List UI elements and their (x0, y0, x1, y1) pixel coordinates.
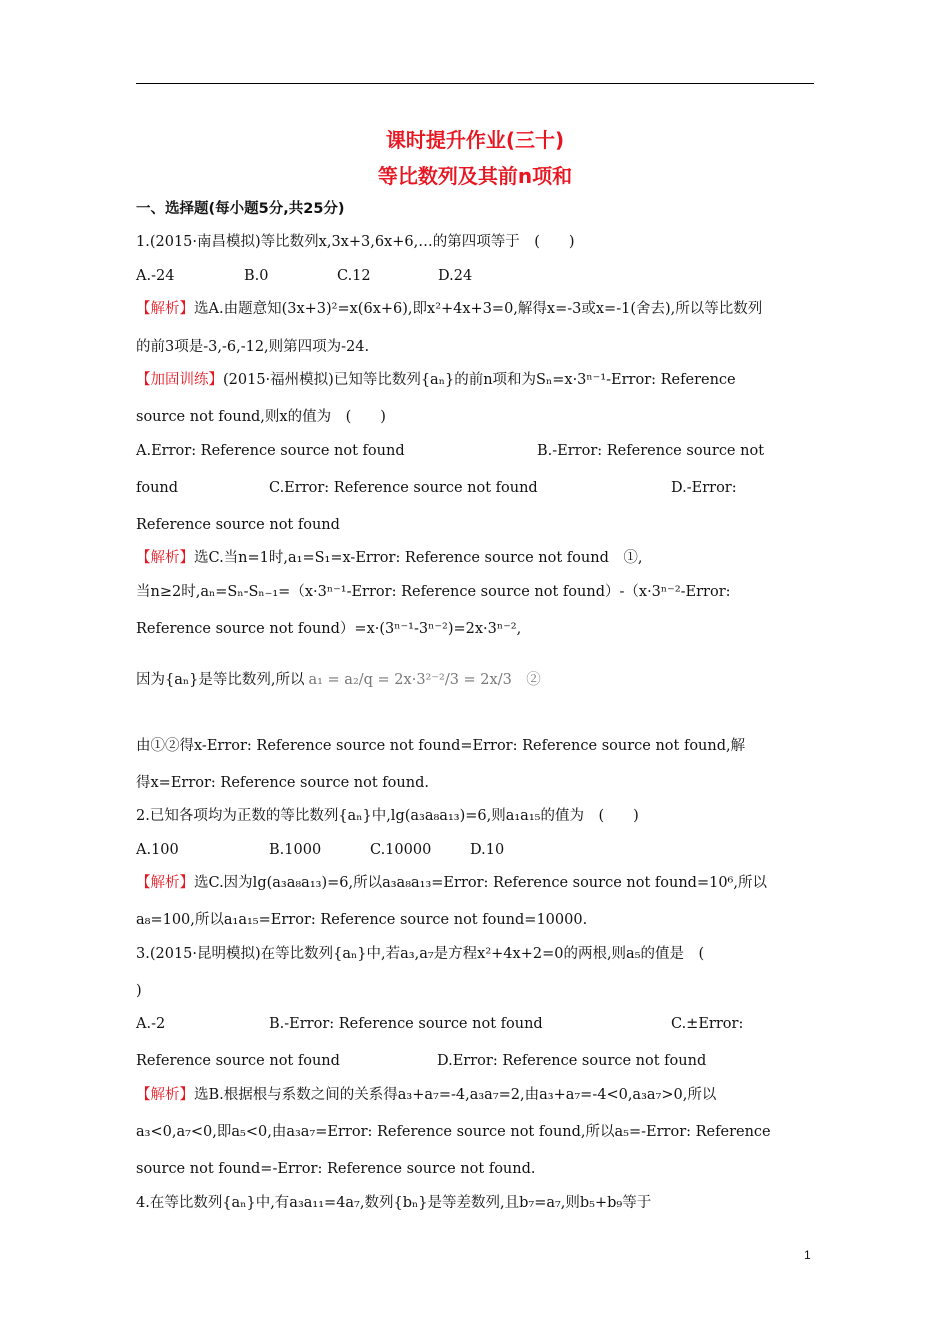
reinforce-line2: source not found,则x的值为 ( ) (136, 409, 386, 425)
ratio-formula: a₁ = a₂/q = 2x·3²⁻²/3 = 2x/3 ② (308, 672, 541, 688)
q1-option-b: B.0 (244, 268, 269, 284)
reinforce-options-row2 (136, 478, 814, 498)
reinforce-analysis-line1 (136, 548, 814, 568)
q3-analysis-line2: a₃<0,a₇<0,即a₅<0,由a₃a₇=Error: Reference source not found,所以a₅=-Error: Reference (136, 1124, 771, 1140)
q3-stem-cont: ) (136, 983, 142, 999)
q2-analysis-line2: a₈=100,所以a₁a₁₅=Error: Reference source not found=10000. (136, 912, 588, 928)
q4-stem: 4.在等比数列{aₙ}中,有a₃a₁₁=4a₇,数列{bₙ}是等差数列,且b₇=a₇,则b₅+b₉等于 (136, 1195, 652, 1211)
reinforce-option-d: D.-Error: (671, 480, 737, 496)
reinforce-line1 (136, 370, 814, 390)
q3-options-row1 (136, 1014, 814, 1034)
reinforce-analysis-line6: 得x=Error: Reference source not found. (136, 775, 429, 791)
q2-analysis-label: 【解析】 (136, 875, 194, 891)
q3-analysis-text1: 选B.根据根与系数之间的关系得a₃+a₇=-4,a₃a₇=2,由a₃+a₇=-4<0,a₃a₇>0,所以 (194, 1087, 717, 1103)
q1-options (136, 266, 814, 286)
reinforce-label: 【加固训练】 (136, 372, 223, 388)
q1-analysis-line1 (136, 299, 814, 319)
title-sub: 等比数列及其前n项和 (377, 164, 573, 188)
q2-option-b: B.1000 (269, 842, 322, 858)
reinforce-analysis-line3: Reference source not found）=x·(3ⁿ⁻¹-3ⁿ⁻²)=2x·3ⁿ⁻², (136, 621, 522, 637)
q2-option-a: A.100 (136, 842, 179, 858)
q1-analysis-text1: 选A.由题意知(3x+3)²=x(6x+6),即x²+4x+3=0,解得x=-3或x=-1(舍去),所以等比数列 (194, 301, 763, 317)
q3-option-c-cont: Reference source not found (136, 1053, 340, 1069)
q2-options (136, 840, 814, 860)
q3-stem: 3.(2015·昆明模拟)在等比数列{aₙ}中,若a₃,a₇是方程x²+4x+2=0的两根,则a₅的值是 ( (136, 946, 705, 962)
reinforce-option-c: C.Error: Reference source not found (269, 480, 538, 496)
q3-analysis-label: 【解析】 (136, 1087, 194, 1103)
reinforce-analysis-label: 【解析】 (136, 550, 194, 566)
reinforce-option-a: A.Error: Reference source not found (136, 443, 405, 459)
reinforce-analysis-line2: 当n≥2时,aₙ=Sₙ-Sₙ₋₁=（x·3ⁿ⁻¹-Error: Reference source not found）-（x·3ⁿ⁻²-Error: (136, 584, 731, 600)
reinforce-analysis-text4: 因为{aₙ}是等比数列,所以 (136, 672, 305, 688)
q1-option-c: C.12 (337, 268, 371, 284)
q3-option-b: B.-Error: Reference source not found (269, 1016, 543, 1032)
q3-option-c: C.±Error: (671, 1016, 744, 1032)
q1-analysis-label: 【解析】 (136, 301, 194, 317)
q1-stem: 1.(2015·南昌模拟)等比数列x,3x+3,6x+6,…的第四项等于 ( ) (136, 234, 575, 250)
q1-option-a: A.-24 (136, 268, 175, 284)
q2-option-d: D.10 (470, 842, 505, 858)
q3-analysis-line3: source not found=-Error: Reference source not found. (136, 1161, 536, 1177)
q1-option-d: D.24 (438, 268, 473, 284)
q2-option-c: C.10000 (370, 842, 432, 858)
q1-analysis-line2: 的前3项是-3,-6,-12,则第四项为-24. (136, 339, 370, 355)
reinforce-analysis-line4 (136, 670, 814, 690)
q3-option-d: D.Error: Reference source not found (437, 1053, 707, 1069)
q3-analysis-line1 (136, 1085, 814, 1105)
reinforce-options-row1 (136, 441, 814, 461)
q3-options-row2 (136, 1051, 814, 1071)
reinforce-analysis-line5: 由①②得x-Error: Reference source not found=Error: Reference source not found,解 (136, 738, 746, 754)
page-number: 1 (804, 1248, 811, 1262)
header-rule (136, 83, 814, 84)
reinforce-option-b: B.-Error: Reference source not (537, 443, 765, 459)
reinforce-option-b-cont: found (136, 480, 179, 496)
q2-analysis-text1: 选C.因为lg(a₃a₈a₁₃)=6,所以a₃a₈a₁₃=Error: Reference source not found=10⁶,所以 (194, 875, 767, 891)
reinforce-option-d-cont: Reference source not found (136, 517, 340, 533)
q2-analysis-line1 (136, 873, 814, 893)
title-main: 课时提升作业(三十) (385, 128, 565, 152)
q2-stem: 2.已知各项均为正数的等比数列{aₙ}中,lg(a₃a₈a₁₃)=6,则a₁a₁₅的值为 ( ) (136, 808, 639, 824)
q3-option-a: A.-2 (136, 1016, 166, 1032)
reinforce-analysis-text1: 选C.当n=1时,a₁=S₁=x-Error: Reference source not found ①, (194, 550, 643, 566)
reinforce-text1: (2015·福州模拟)已知等比数列{aₙ}的前n项和为Sₙ=x·3ⁿ⁻¹-Error: Reference (223, 372, 736, 388)
section-heading: 一、选择题(每小题5分,共25分) (136, 201, 345, 217)
